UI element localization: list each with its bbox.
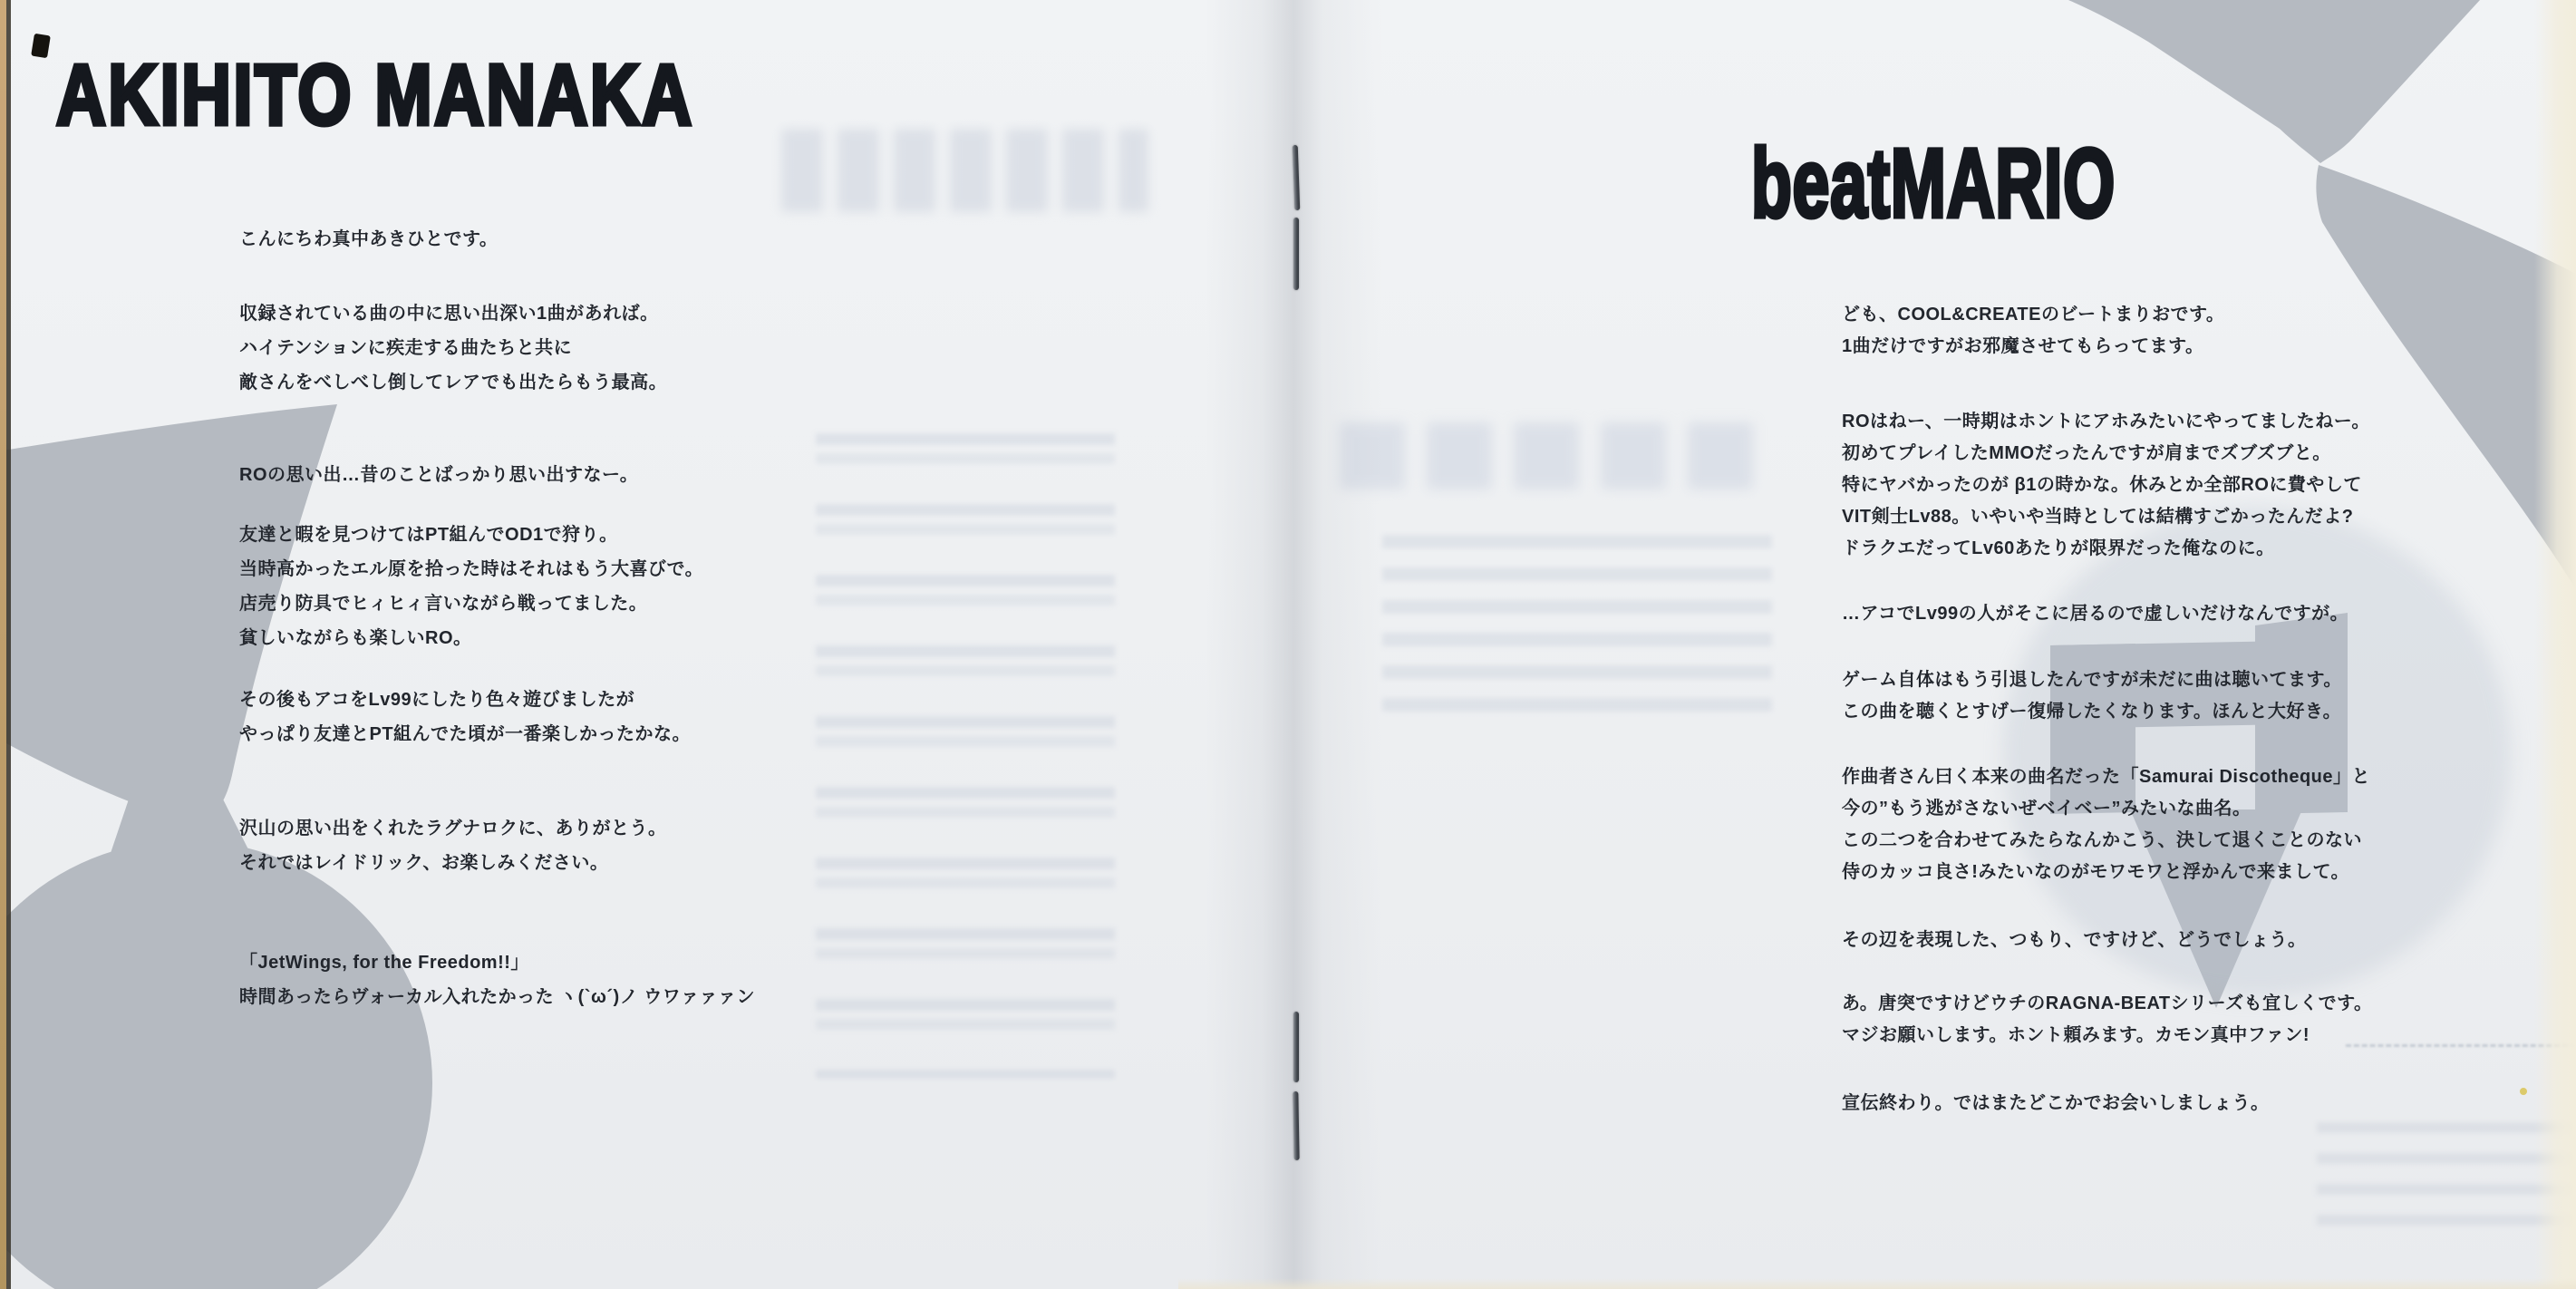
scan-edge-bottom [1178,1278,2576,1289]
text-line: 宣伝終わり。ではまたどこかでお会いしましょう。 [1842,1093,2270,1113]
text-line: ROの思い出…昔のことばっかり思い出すなー。 [239,465,639,485]
staple-bottom-upper-leg [1293,1012,1299,1082]
text-line: 敵さんをべしべし倒してレアでも出たらもう最高。 [239,373,668,393]
paragraph [1842,1088,2558,1119]
text-line: 時間あったらヴォーカル入れたかった ヽ(`ω´)ノ ウワァァァン [239,987,756,1007]
paragraph [1842,761,2558,888]
text-line: その後もアコをLv99にしたり色々遊びましたが [239,690,635,710]
text-line: 特にヤバかったのが β1の時かな。休みとか全部ROに費やして [1842,475,2362,495]
text-line: 今の”もう逃がさないぜベイベー”みたいな曲名。 [1842,799,2252,819]
text-line: ども、COOL&CREATEのビートまりおです。 [1842,305,2225,325]
scan-corner-mark [31,34,51,59]
text-line: 店売り防具でヒィヒィ言いながら戦ってました。 [239,594,648,614]
comment-text-left [239,222,1218,1014]
paragraph [239,811,1218,880]
text-line: …アコでLv99の人がそこに居るので虚しいだけなんですが。 [1842,604,2349,624]
text-line: やっぱり友達とPT組んでた頃が一番楽しかったかな。 [239,724,692,744]
text-line: ゲーム自体はもう引退したんですが未だに曲は聴いてます。 [1842,670,2342,690]
paragraph [239,683,1218,751]
text-line: ROはねー、一時期はホントにアホみたいにやってましたねー。 [1842,412,2370,431]
paragraph [239,518,1218,655]
paragraph [1842,925,2558,956]
paragraph [239,458,1218,492]
text-line: ハイテンションに疾走する曲たちと共に [239,338,573,358]
text-line: あ。唐突ですけどウチのRAGNA-BEATシリーズも宜しくです。 [1842,993,2373,1013]
text-line: 侍のカッコ良さ!みたいなのがモワモワと浮かんで来まして。 [1842,862,2350,882]
text-line: VIT剣士Lv88。いやいや当時としては結構すごかったんだよ? [1842,507,2354,527]
silhouette-top-right [2068,0,2480,163]
page-title-right: beatMARIO [1751,128,2116,237]
text-line: こんにちわ真中あきひとです。 [239,229,499,249]
scan-edge-left-tan [0,0,6,1289]
staple-top-lower-leg [1293,218,1299,290]
paragraph [1842,406,2558,565]
text-line: ドラクエだってLv60あたりが限界だった俺なのに。 [1842,538,2275,558]
text-line: 収録されている曲の中に思い出深い1曲があれば。 [239,304,659,324]
page-title-left: AKIHITO MANAKA [56,47,694,143]
text-line: 沢山の思い出をくれたラグナロクに、ありがとう。 [239,819,667,838]
paragraph [1842,664,2558,728]
paragraph [239,222,1218,257]
text-line: 友達と暇を見つけてはPT組んでOD1で狩り。 [239,525,618,545]
scan-edge-left-dark [6,0,11,1289]
text-line: その辺を表現した、つもり、ですけど、どうでしょう。 [1842,930,2307,950]
paragraph [239,296,1218,400]
paragraph [1842,299,2558,363]
paragraph [1842,598,2558,630]
paragraph [1842,988,2558,1052]
text-line: 貧しいながらも楽しいRO。 [239,628,472,648]
text-line: 「JetWings, for the Freedom!!」 [239,953,529,973]
text-line: マジお願いします。ホント頼みます。カモン真中ファン! [1842,1025,2310,1045]
text-line: この二つを合わせてみたらなんかこう、決して退くことのない [1842,830,2362,850]
text-line: 初めてプレイしたMMOだったんですが肩までズブズブと。 [1842,443,2331,463]
paragraph [239,945,1218,1014]
text-line: 1曲だけですがお邪魔させてもらってます。 [1842,336,2204,356]
text-line: この曲を聴くとすげー復帰したくなります。ほんと大好き。 [1842,702,2342,722]
text-line: それではレイドリック、お楽しみください。 [239,853,609,873]
comment-text-right [1842,299,2558,1119]
text-line: 当時高かったエル原を拾った時はそれはもう大喜びで。 [239,559,704,579]
text-line: 作曲者さん曰く本来の曲名だった「Samurai Discotheque」と [1842,767,2371,787]
